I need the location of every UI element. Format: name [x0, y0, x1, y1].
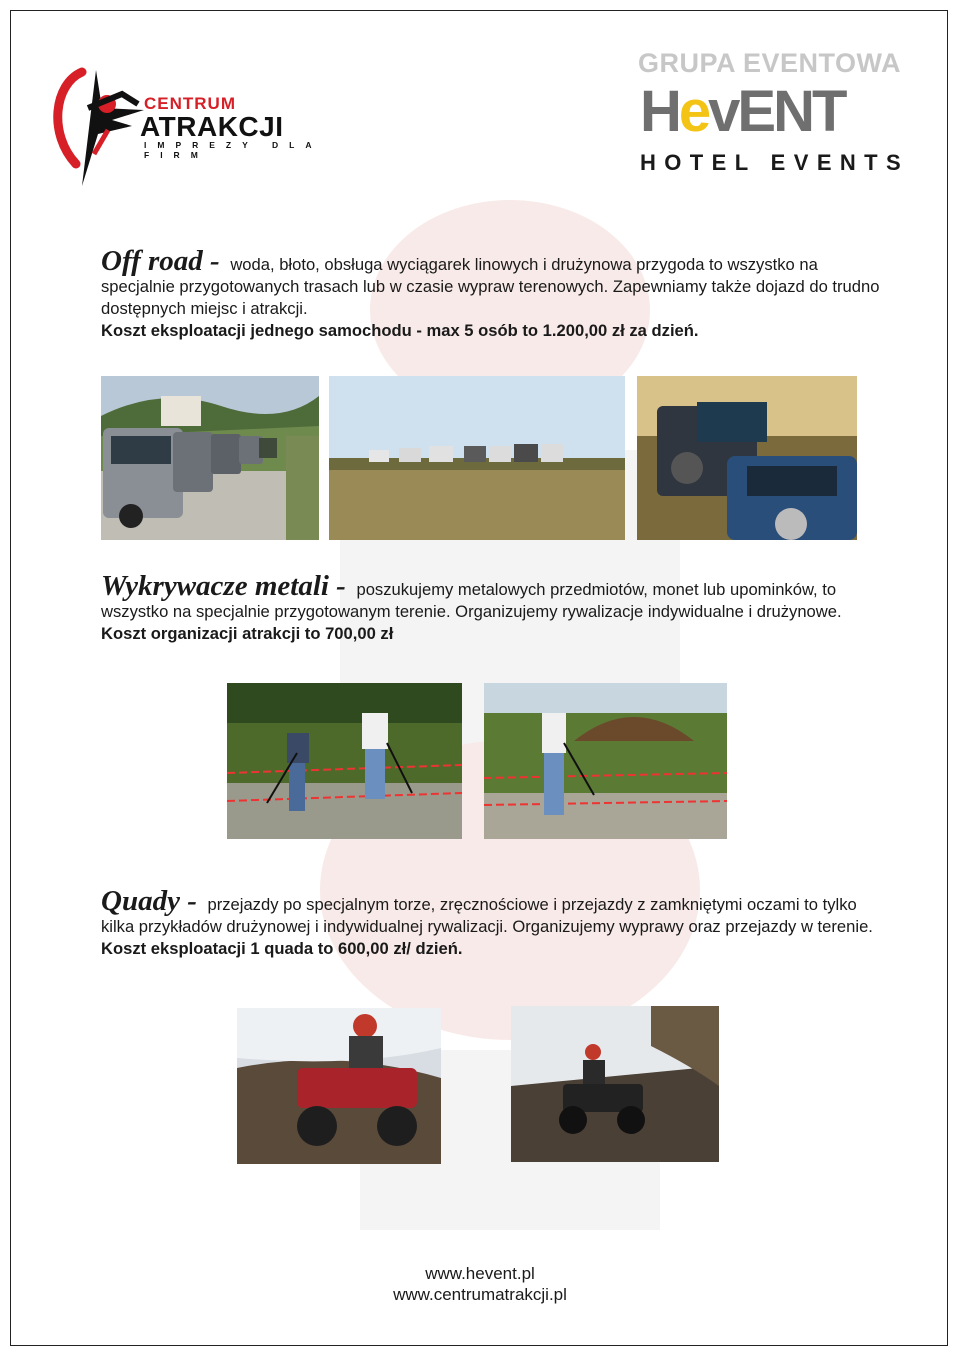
logo-group-text: GRUPA EVENTOWA: [638, 48, 902, 78]
offroad-photo-field: [329, 376, 625, 540]
metal-description: poszukujemy metalowych przedmiotów, monet lub upominków, to wszystko na specjalnie przygotowanym terenie. Organizujemy rywalizacje indywidualne i drużynowe.: [101, 580, 842, 621]
offroad-section: [101, 245, 891, 342]
metal-price: Koszt organizacji atrakcji to 700,00 zł: [101, 624, 394, 643]
quad-description: przejazdy po specjalnym torze, zręcznościowe i przejazdy z zamkniętymi oczami to tylko kilka przykładów drużynowej i indywidualnej rywalizacji. Organizujemy wyprawy oraz przejazdy w terenie.: [101, 895, 873, 936]
quad-section: [101, 885, 891, 960]
metal-photo-2: [484, 683, 727, 839]
logo-hevent-word: [640, 79, 845, 144]
offroad-price: Koszt eksploatacji jednego samochodu - max 5 osób to 1.200,00 zł za dzień.: [101, 321, 699, 340]
quad-photo-2: [511, 1006, 719, 1162]
centrum-atrakcji-logo: [52, 64, 332, 194]
metal-photo-1: [227, 683, 462, 839]
quad-heading: Quady -: [101, 885, 197, 917]
logo-tagline: IMPREZY DLA FIRM: [144, 140, 323, 160]
offroad-heading: Off road -: [101, 245, 220, 277]
offroad-description: woda, błoto, obsługa wyciągarek linowych i drużynowa przygoda to wszystko na specjalnie przygotowanych trasach lub w czasie wypraw terenowych. Zapewniamy także dojazd do trudno dostępnych miejsc i atrakcji.: [101, 255, 880, 318]
page-border: [10, 10, 948, 1346]
logo-centrum-text: CENTRUM: [144, 94, 236, 113]
logo-hotel-events-text: HOTEL EVENTS: [640, 150, 910, 175]
logo-atrakcji-text: ATRAKCJI: [140, 111, 284, 142]
quad-photo-1: [237, 1008, 441, 1164]
logo-hevent-part3: vENT: [708, 79, 845, 144]
quad-price: Koszt eksploatacji 1 quada to 600,00 zł/ dzień.: [101, 939, 463, 958]
metal-heading: Wykrywacze metali -: [101, 570, 346, 602]
metal-section: [101, 570, 891, 645]
offroad-photo-convoy: [101, 376, 319, 540]
footer-url-centrum[interactable]: www.centrumatrakcji.pl: [393, 1285, 567, 1304]
footer-url-hevent[interactable]: www.hevent.pl: [425, 1264, 535, 1283]
logo-hevent-part2: e: [678, 79, 709, 144]
offroad-photo-forest: [637, 376, 857, 540]
hevent-logo: [630, 44, 930, 184]
logo-hevent-part1: H: [640, 79, 679, 144]
